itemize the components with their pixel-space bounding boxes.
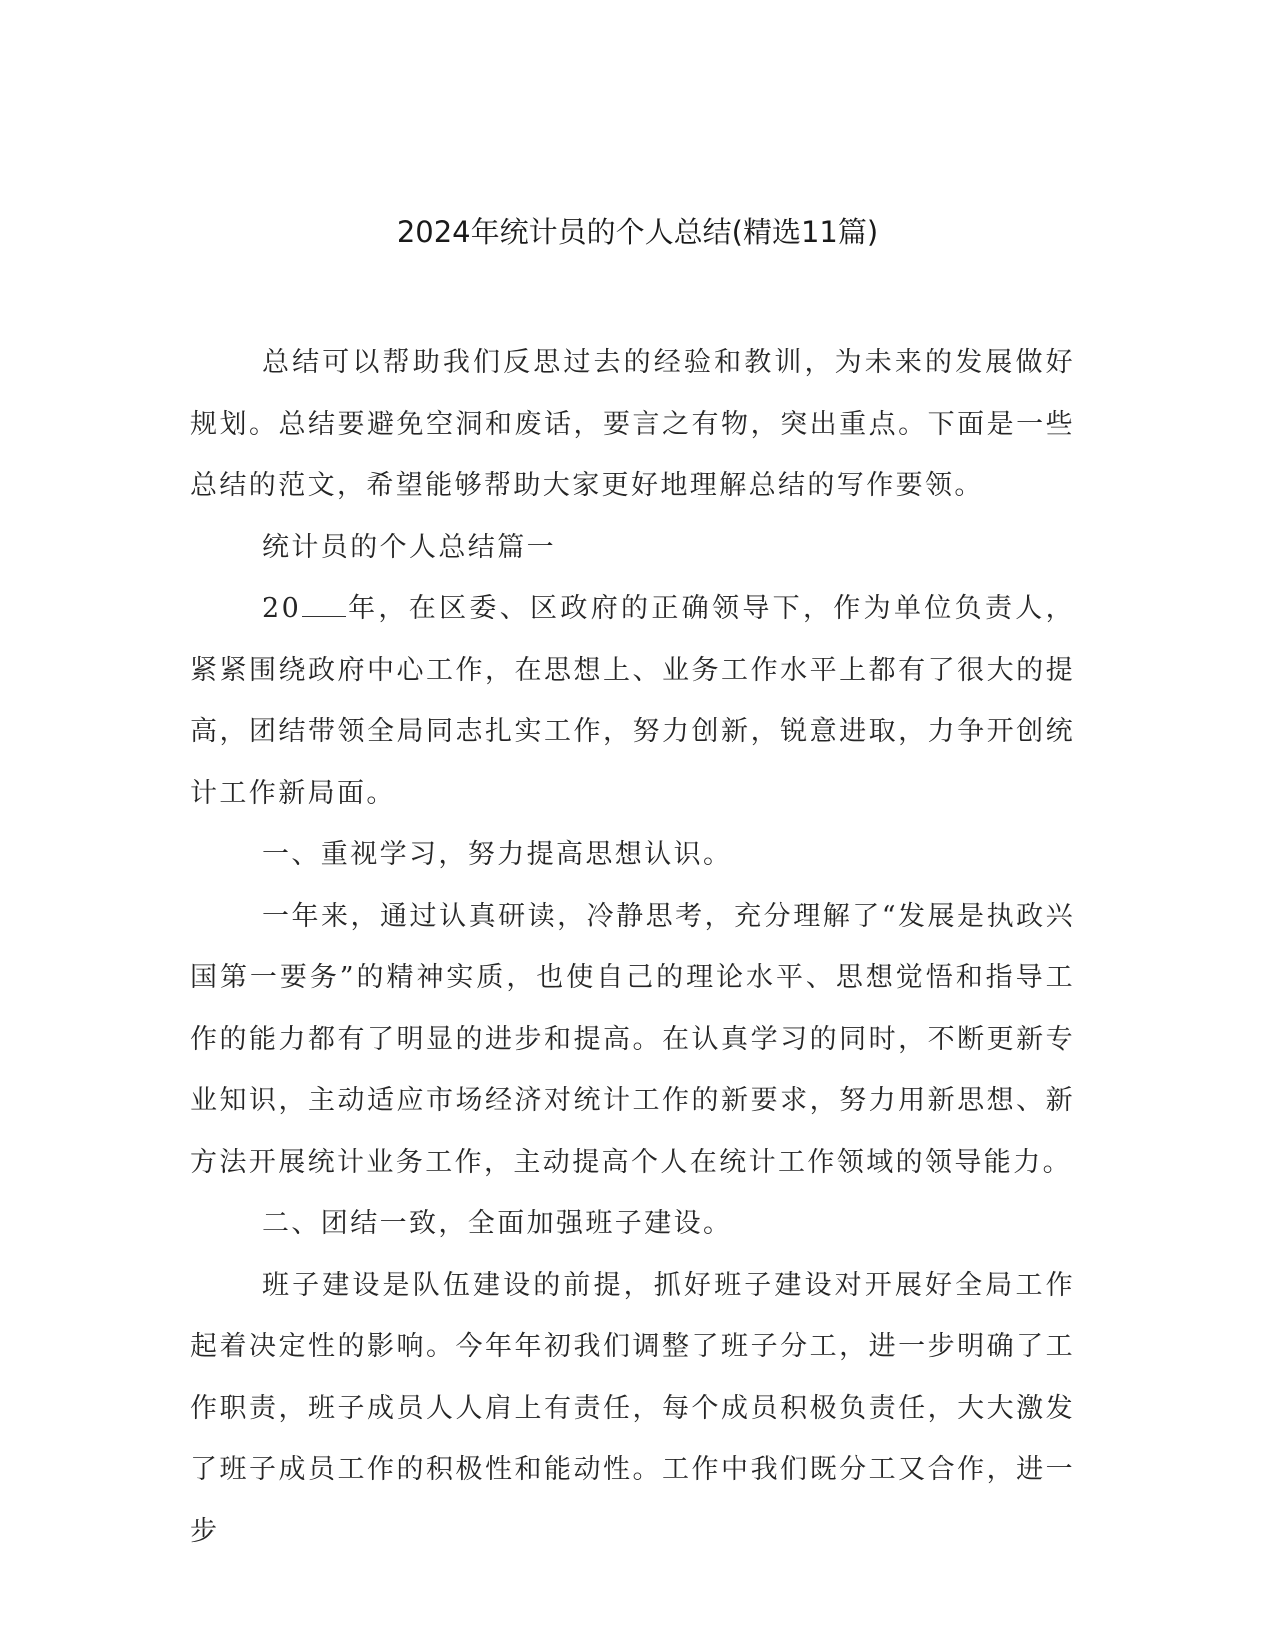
body-paragraph bbox=[190, 578, 1075, 824]
body-paragraph: 班子建设是队伍建设的前提，抓好班子建设对开展好全局工作起着决定性的影响。今年年初我们调整了班子分工，进一步明确了工作职责，班子成员人人肩上有责任，每个成员积极负责任，大大激发了班子成员工作的积极性和能动性。工作中我们既分工又合作，进一步 bbox=[190, 1269, 1075, 1547]
paragraph-text: 年，在区委、区政府的正确领导下，作为单位负责人，紧紧围绕政府中心工作，在思想上、业务工作水平上都有了很大的提高，团结带领全局同志扎实工作，努力创新，锐意进取，力争开创统计工作新局面。 bbox=[190, 593, 1075, 809]
subheading-study: 一、重视学习，努力提高思想认识。 bbox=[262, 839, 733, 870]
year-prefix: 20 bbox=[262, 593, 302, 624]
body-paragraph: 一年来，通过认真研读，冷静思考，充分理解了“发展是执政兴国第一要务”的精神实质，也使自己的理论水平、思想觉悟和指导工作的能力都有了明显的进步和提高。在认真学习的同时，不断更新专业知识，主动适应市场经济对统计工作的新要求，努力用新思想、新方法开展统计业务工作，主动提高个人在统计工作领域的领导能力。 bbox=[190, 900, 1075, 1178]
document-title: 2024年统计员的个人总结(精选11篇) bbox=[396, 215, 879, 249]
year-blank bbox=[302, 594, 346, 617]
document-body bbox=[190, 332, 1075, 1562]
intro-paragraph: 总结可以帮助我们反思过去的经验和教训，为未来的发展做好规划。总结要避免空洞和废话，要言之有物，突出重点。下面是一些总结的范文，希望能够帮助大家更好地理解总结的写作要领。 bbox=[190, 347, 1075, 501]
section-heading-part-one: 统计员的个人总结篇一 bbox=[262, 531, 556, 563]
subheading-team: 二、团结一致，全面加强班子建设。 bbox=[262, 1208, 733, 1239]
